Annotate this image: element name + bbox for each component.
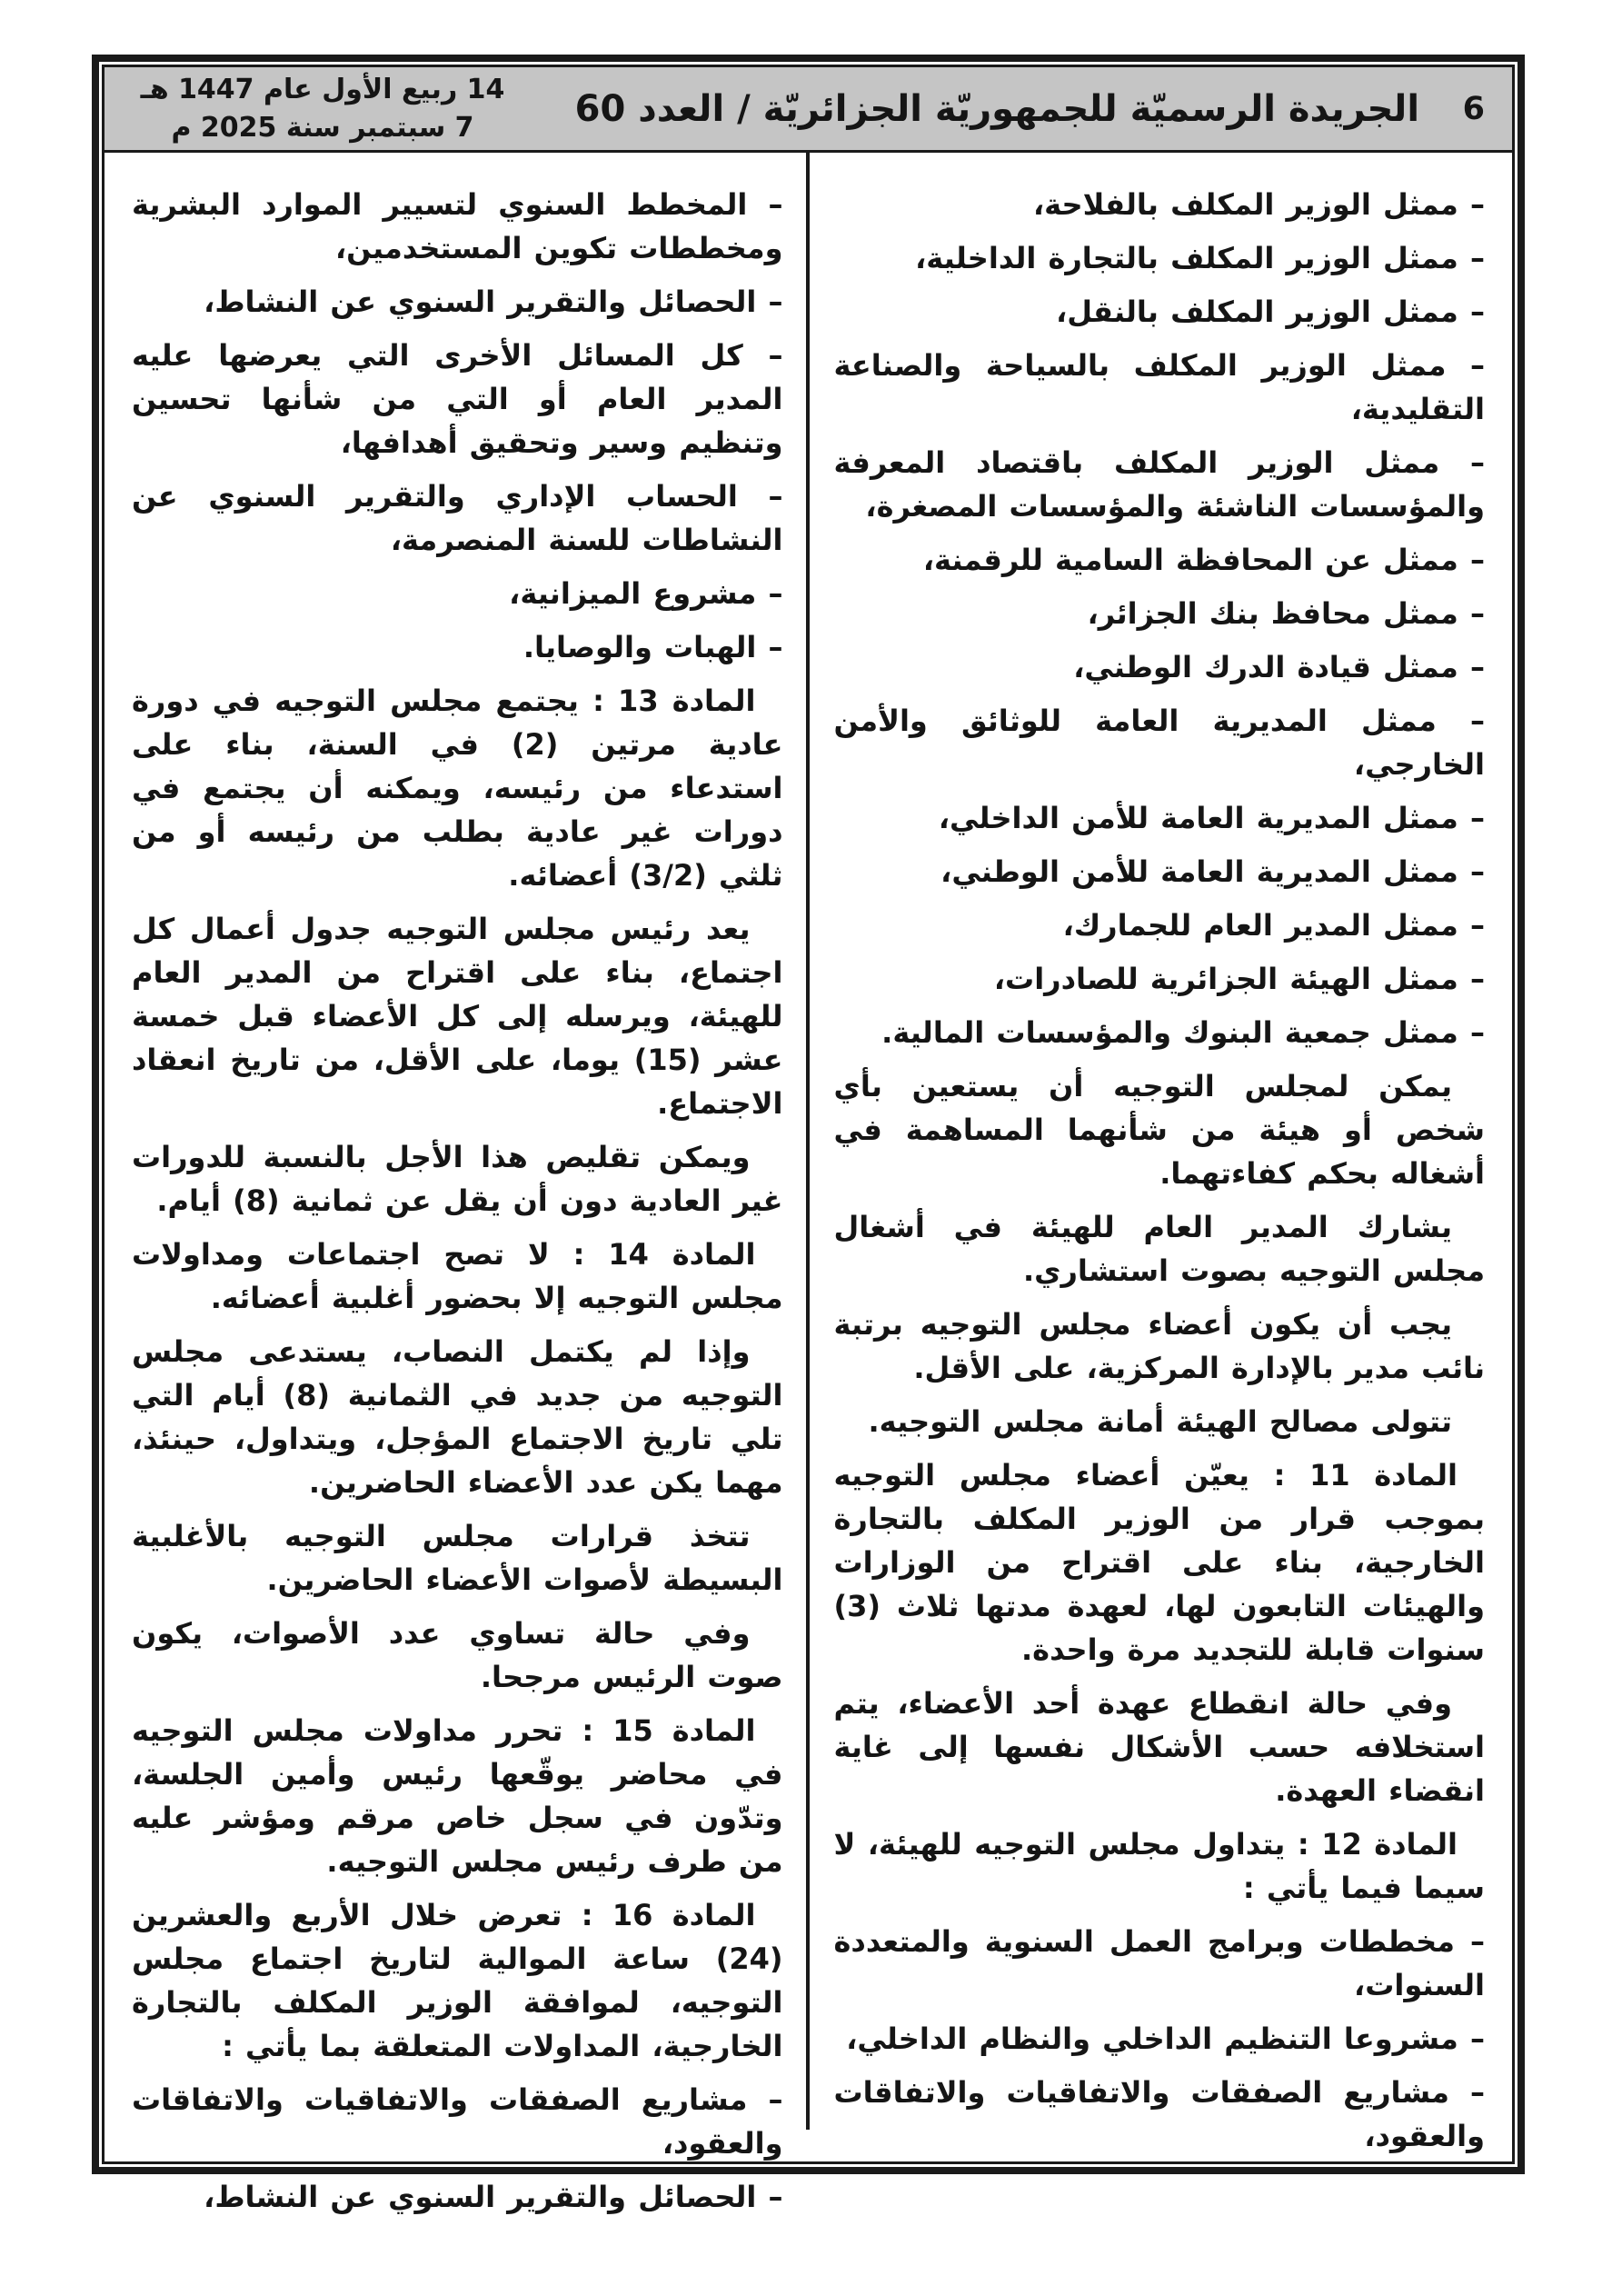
list-item: – المخطط السنوي لتسيير الموارد البشرية ومخططات تكوين المستخدمين، bbox=[132, 187, 783, 265]
article-paragraph: المادة 12 : يتداول مجلس التوجيه للهيئة، لا سيما فيما يأتي : bbox=[833, 1827, 1485, 1905]
list-item: – الحساب الإداري والتقرير السنوي عن النشاطات للسنة المنصرمة، bbox=[132, 479, 783, 557]
list-item: – كل المسائل الأخرى التي يعرضها عليه المدير العام أو التي من شأنها تحسين وتنظيم وسير وتحقيق أهدافها، bbox=[132, 338, 783, 460]
paragraph: وإذا لم يكتمل النصاب، يستدعى مجلس التوجيه من جديد في الثمانية (8) أيام التي تلي تاريخ الاجتماع المؤجل، ويتداول، حينئذ، مهما يكن عدد الأعضاء الحاضرين. bbox=[132, 1334, 783, 1500]
article-paragraph: المادة 13 : يجتمع مجلس التوجيه في دورة عادية مرتين (2) في السنة، بناء على استدعاء من رئيسه، ويمكنه أن يجتمع في دورات غير عادية بطلب من رئيسه أو من ثلثي (3/2) أعضائه. bbox=[132, 684, 783, 893]
page-content bbox=[104, 153, 1512, 2229]
header-dates bbox=[104, 71, 532, 147]
article-paragraph: المادة 16 : تعرض خلال الأربع والعشرين (24) ساعة الموالية لتاريخ اجتماع مجلس التوجيه، لموافقة الوزير المكلف بالتجارة الخارجية، المداولات المتعلقة بما يأتي : bbox=[132, 1898, 783, 2063]
column-left bbox=[104, 153, 809, 2229]
list-item: – الحصائل والتقرير السنوي عن النشاط، bbox=[204, 2180, 783, 2214]
page-number: 6 bbox=[1462, 90, 1485, 127]
list-item: – ممثل المدير العام للجمارك، bbox=[1062, 908, 1485, 943]
list-item: – مشروعا التنظيم الداخلي والنظام الداخلي، bbox=[846, 2021, 1485, 2056]
article-paragraph: المادة 11 : يعيّن أعضاء مجلس التوجيه بموجب قرار من الوزير المكلف بالتجارة الخارجية، بناء على اقتراح من الوزارات والهيئات التابعون لها، لعهدة مدتها ثلاث (3) سنوات قابلة للتجديد مرة واحدة. bbox=[833, 1458, 1485, 1667]
article-number: المادة 15 : bbox=[562, 1713, 756, 1748]
paragraph: وفي حالة انقطاع عهدة أحد الأعضاء، يتم استخلافه حسب الأشكال نفسها إلى غاية انقضاء العهدة. bbox=[833, 1686, 1485, 1808]
paragraph: يجب أن يكون أعضاء مجلس التوجيه برتبة نائب مدير بالإدارة المركزية، على الأقل. bbox=[833, 1307, 1485, 1385]
paragraph: تتخذ قرارات مجلس التوجيه بالأغلبية البسيطة لأصوات الأعضاء الحاضرين. bbox=[132, 1519, 783, 1597]
column-divider bbox=[806, 153, 810, 2130]
list-item: – ممثل محافظ بنك الجزائر، bbox=[1087, 596, 1485, 631]
list-item: – مشاريع الصفقات والاتفاقيات والاتفاقات والعقود، bbox=[132, 2082, 783, 2161]
list-item: – ممثل المديرية العامة للأمن الوطني، bbox=[940, 854, 1485, 889]
list-item: – ممثل المديرية العامة للأمن الداخلي، bbox=[938, 801, 1485, 835]
page-inner-frame bbox=[102, 65, 1515, 2214]
list-item: – ممثل الوزير المكلف بالسياحة والصناعة التقليدية، bbox=[833, 348, 1485, 426]
list-item: – ممثل المديرية العامة للوثائق والأمن الخارجي، bbox=[833, 704, 1485, 782]
list-item: – مشاريع الصفقات والاتفاقيات والاتفاقات والعقود، bbox=[833, 2075, 1485, 2153]
list-item: – ممثل الوزير المكلف بالتجارة الداخلية، bbox=[915, 241, 1485, 275]
paragraph: ويمكن تقليص هذا الأجل بالنسبة للدورات غير العادية دون أن يقل عن ثمانية (8) أيام. bbox=[132, 1140, 783, 1218]
list-item: – ممثل عن المحافظة السامية للرقمنة، bbox=[922, 543, 1485, 577]
list-item: – ممثل جمعية البنوك والمؤسسات المالية. bbox=[881, 1015, 1485, 1050]
list-item: – الهبات والوصايا. bbox=[522, 630, 783, 664]
paragraph: وفي حالة تساوي عدد الأصوات، يكون صوت الرئيس مرجحا. bbox=[132, 1616, 783, 1694]
list-item: – ممثل الوزير المكلف باقتصاد المعرفة والمؤسسات الناشئة والمؤسسات المصغرة، bbox=[833, 445, 1485, 524]
paragraph: تتولى مصالح الهيئة أمانة مجلس التوجيه. bbox=[868, 1404, 1452, 1439]
list-item: – ممثل الوزير المكلف بالفلاحة، bbox=[1032, 187, 1485, 222]
article-number: المادة 11 : bbox=[1249, 1458, 1458, 1492]
paragraph: يمكن لمجلس التوجيه أن يستعين بأي شخص أو هيئة من شأنهما المساهمة في أشغاله بحكم كفاءتهما. bbox=[833, 1069, 1485, 1191]
article-number: المادة 13 : bbox=[578, 684, 756, 718]
list-item: – ممثل قيادة الدرك الوطني، bbox=[1073, 650, 1485, 684]
paragraph: يشارك المدير العام للهيئة في أشغال مجلس التوجيه بصوت استشاري. bbox=[833, 1210, 1485, 1288]
list-item: – ممثل الوزير المكلف بالنقل، bbox=[1056, 294, 1485, 329]
article-number: المادة 12 : bbox=[1285, 1827, 1458, 1862]
date-gregorian: 7 سبتمبر سنة 2025 م bbox=[171, 111, 474, 144]
page-frame bbox=[92, 55, 1525, 2214]
paragraph: يعد رئيس مجلس التوجيه جدول أعمال كل اجتماع، بناء على اقتراح من المدير العام للهيئة، ويرسله إلى كل الأعضاء قبل خمسة عشر (15) يوما، على الأقل، من تاريخ انعقاد الاجتماع. bbox=[132, 912, 783, 1121]
article-number: المادة 16 : bbox=[562, 1898, 756, 1932]
gazette-title: الجريدة الرسميّة للجمهوريّة الجزائريّة / العدد 60 bbox=[574, 87, 1420, 130]
article-number: المادة 14 : bbox=[549, 1237, 756, 1272]
list-item: – مخططات وبرامج العمل السنوية والمتعددة السنوات، bbox=[833, 1924, 1485, 2002]
article-paragraph: المادة 14 : لا تصح اجتماعات ومداولات مجلس التوجيه إلا بحضور أغلبية أعضائه. bbox=[132, 1237, 783, 1315]
list-item: – مشروع الميزانية، bbox=[509, 576, 783, 611]
header-band bbox=[104, 67, 1512, 153]
list-item: – ممثل الهيئة الجزائرية للصادرات، bbox=[993, 962, 1485, 996]
date-hijri: 14 ربيع الأول عام 1447 هـ bbox=[140, 73, 505, 105]
article-paragraph: المادة 15 : تحرر مداولات مجلس التوجيه في محاضر يوقّعها رئيس وأمين الجلسة، وتدّون في سجل خاص مرقم ومؤشر عليه من طرف رئيس مجلس التوجيه. bbox=[132, 1713, 783, 1879]
list-item: – الحصائل والتقرير السنوي عن النشاط، bbox=[204, 285, 783, 319]
column-right bbox=[809, 153, 1513, 2229]
